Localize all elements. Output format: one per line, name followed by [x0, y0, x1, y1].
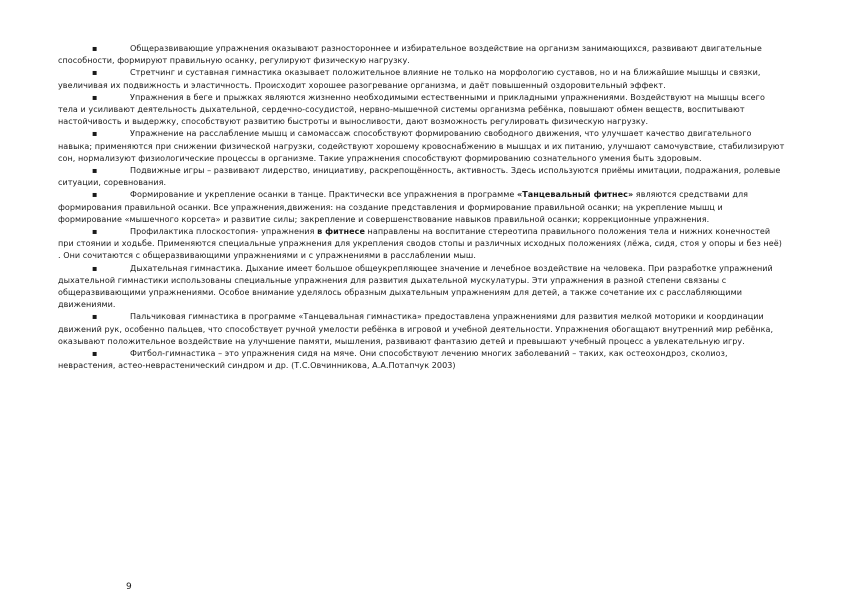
paragraph-text: Стретчинг и суставная гимнастика оказывает положительное влияние не только на морфологию суставов, но и на ближайшие мышцы и связки, увеличивая их подвижность и эластичность. Происходит хорошее разогревание организма, и даёт повышенный оздоровительный эффект.	[58, 68, 761, 90]
paragraph-outdoor-games	[58, 165, 786, 189]
paragraph-text: Фитбол-гимнастика – это упражнения сидя на мяче. Они способствуют лечению многих заболеваний – таких, как остеохондроз, сколиоз, неврастения, астео-неврастенический синдром и др. (Т.С.Овчинникова, А.А.Потапчук 2003)	[58, 349, 728, 371]
bullet-marker: ▪	[92, 44, 98, 53]
bullet-marker: ▪	[92, 166, 98, 176]
program-title-bold: «Танцевальный фитнес»	[517, 190, 634, 200]
paragraph-breathing	[58, 263, 786, 312]
paragraph-text: направлены на воспитание стереотипа правильного положения тела и нижних конечностей при стоянии и ходьбе. Применяются специальные упражнения для укрепления сводов стопы и различных исходных положениях (лёжа, сидя, стоя у опоры и без неё) . Они сочитаются с общеразвивающими упражнениями и с упражнениями в расслаблении мыш.	[58, 227, 782, 261]
bullet-marker: ▪	[92, 312, 98, 322]
paragraph-flatfoot-prevention	[58, 226, 786, 263]
fitness-bold: в фитнесе	[317, 227, 365, 237]
paragraph-finger-gymnastics	[58, 311, 786, 348]
bullet-marker: ▪	[92, 190, 98, 200]
paragraph-running-jumping	[58, 92, 786, 129]
paragraph-posture	[58, 189, 786, 226]
paragraph-text: Дыхательная гимнастика. Дыхание имеет большое общеукрепляющее значение и лечебное воздействие на человека. При разработке упражнений дыхательной гимнастики использованы специальные упражнения для развития дыхательной мускулатуры. Эти упражнения в разной степени связаны с общеразвивающими упражнениями. Особое внимание уделялось образным дыхательным упражнениям для детей, а также сочетание их с расслабляющими движениями.	[58, 263, 773, 310]
paragraph-text: Упражнение на расслабление мышц и самомассаж способствуют формированию свободного движения, что улучшает качество двигательного навыка; применяются при снижении физической нагрузки, содействуют хорошему кровоснабжению в мышцах и их питанию, улучшают самочувствие, стабилизируют сон, нормализуют физиологические процессы в организме. Такие упражнения способствуют формированию сознательного умения быть здоровым.	[58, 129, 785, 163]
bullet-marker: ▪	[92, 227, 98, 237]
paragraph-relaxation	[58, 128, 786, 165]
paragraph-text: Профилактика плоскостопия- упражнения	[130, 227, 318, 237]
bullet-marker: ▪	[92, 263, 98, 273]
paragraph-text: являются средствами для формирования правильной осанки. Все упражнения,движения: на создание представления и формирование правильной осанки; на укрепление мышц и формирование «мышечного корсета» и развитие силы; закрепление и совершенствование навыков правильной осанки; коррекционные упражнения.	[58, 190, 749, 224]
paragraph-text: Пальчиковая гимнастика в программе «Танцевальная гимнастика» предоставлена упражнениями для развития мелкой моторики и координации движений рук, особенно пальцев, что способствует ручной умелости ребёнка в игровой и учебной деятельности. Упражнения обогащают внутренний мир ребёнка, оказывают положительное воздействие на улучшение памяти, мышления, развивают фантазию детей и превышают учебный процесс а увлекательную игру.	[58, 312, 774, 346]
bullet-marker: ▪	[92, 92, 98, 102]
paragraph-text: Подвижные игры – развивают лидерство, инициативу, раскрепощённость, активность. Здесь используются приёмы имитации, подражания, ролевые ситуации, соревнования.	[58, 166, 781, 188]
paragraph-stretching	[58, 67, 786, 91]
paragraph-text: Формирование и укрепление осанки в танце. Практически все упражнения в программе	[130, 190, 517, 200]
page-number: 9	[126, 582, 132, 592]
document-body	[58, 43, 786, 372]
paragraph-fitball	[58, 348, 786, 372]
bullet-marker: ▪	[92, 68, 98, 78]
paragraph-text: Упражнения в беге и прыжках являются жизненно необходимыми естественными и прикладными упражнениями. Воздействуют на мышцы всего тела и усиливают деятельность дыхательной, сердечно-сосудистой, нервно-мышечной системы организма ребёнка, повышают обмен веществ, воспитывают настойчивость и выдержку, способствуют развитию быстроты и выносливости, дают возможность регулировать физическую нагрузку.	[58, 92, 765, 127]
paragraph-text: Общеразвивающие упражнения оказывают разностороннее и избирательное воздействие на организм занимающихся, развивают двигательные способности, формируют правильную осанку, регулируют физическую нагрузку.	[58, 44, 762, 66]
paragraph-general-exercises	[58, 43, 786, 67]
bullet-marker: ▪	[92, 129, 98, 139]
bullet-marker: ▪	[92, 349, 98, 359]
